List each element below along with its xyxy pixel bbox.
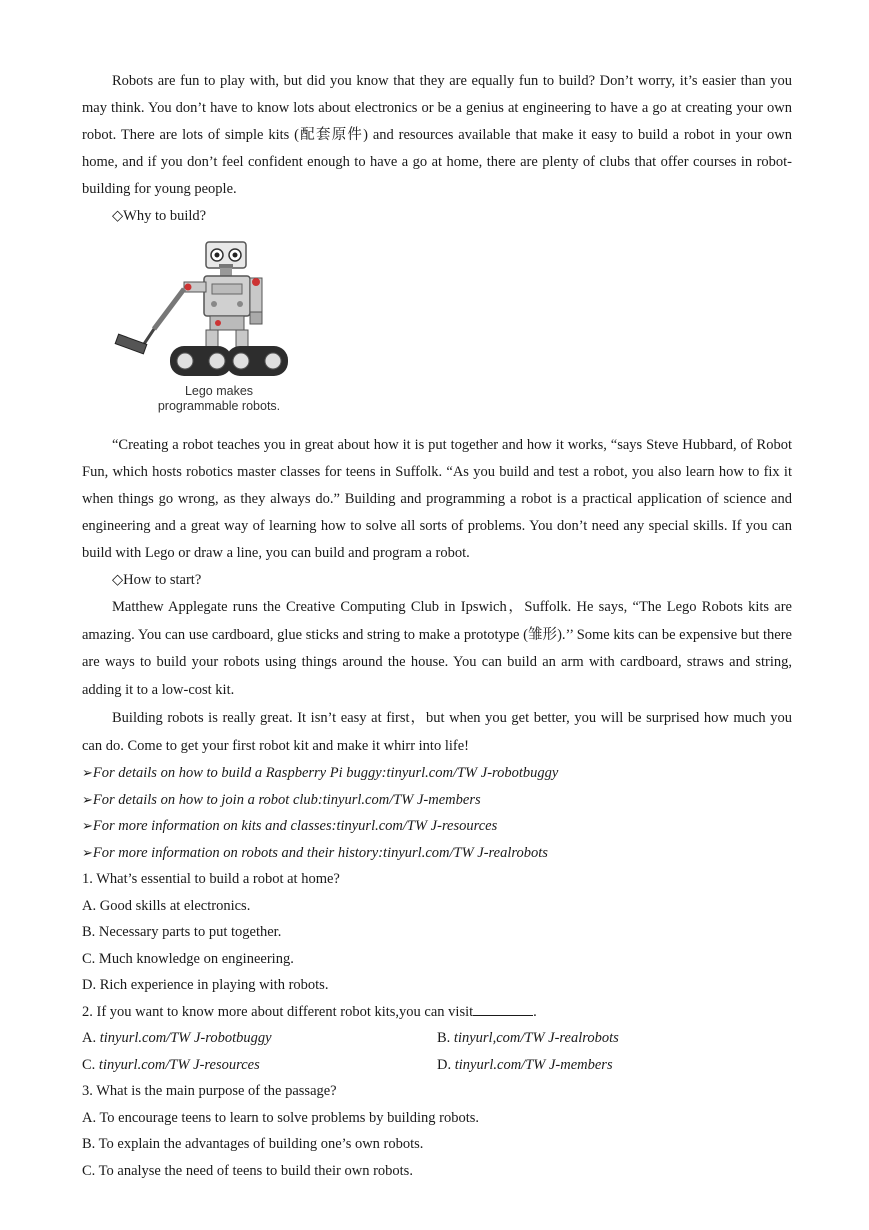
option-text: tinyurl.com/TW J-resources [98,1056,260,1073]
link-item [82,840,792,867]
question-2-stem-end: . [533,1003,537,1020]
arrow-bullet-icon: ➢ [82,765,93,780]
link-text: For more information on robots and their history:tinyurl.com/TW J-realrobots [92,844,548,861]
option-label: C. [82,1056,99,1073]
question-3-option-c: C. To analyse the need of teens to build their own robots. [82,1162,413,1179]
link-text: For more information on kits and classes:tinyurl.com/TW J-resources [92,818,498,834]
question-2-options-row-2 [82,1052,792,1079]
option-label: D. [437,1056,455,1073]
document-page [82,66,792,1184]
question-3-stem: 3. What is the main purpose of the passage? [82,1083,337,1099]
arrow-bullet-icon: ➢ [82,791,93,807]
question-2-options-row-1 [82,1025,792,1052]
question-1-option-b: B. Necessary parts to put together. [82,924,282,940]
figure-caption-line-2: programmable robots. [157,399,281,413]
link-item [82,760,792,787]
question-1-option-a: A. Good skills at electronics. [82,897,251,914]
question-2-option-d [437,1052,792,1079]
question-3-option-a: A. To encourage teens to learn to solve problems by building robots. [82,1109,479,1126]
figure-caption-line-1: Lego makes [184,384,254,398]
question-2-option-c [82,1052,437,1079]
passage-paragraph-3: Matthew Applegate runs the Creative Computing Club in Ipswich，Suffolk. He says, “The Lego Robots kits are amazing. You can use cardboard, glue sticks and string to make a prototype (雏形).’’ Some kits can be expensive but there are ways to build your robots using things around the house. You can build an arm with cardboard, straws and string, adding it to a low-cost kit. [82,599,792,698]
option-text: tinyurl.com/TW J-members [454,1056,613,1073]
question-2-option-b [437,1025,792,1052]
figure-caption [144,384,294,414]
link-item [82,787,792,814]
option-label: A. [82,1030,100,1046]
passage-paragraph-4: Building robots is really great. It isn’t easy at first，but when you get better, you will be surprised how much you can do. Come to get your first robot kit and make it whirr into life! [82,710,792,754]
question-1-stem: 1. What’s essential to build a robot at home? [82,871,340,887]
question-2-stem-text: 2. If you want to know more about different robot kits,you can visit [82,1003,474,1020]
question-3-option-b: B. To explain the advantages of building one’s own robots. [82,1136,424,1152]
passage-paragraph-1: Robots are fun to play with, but did you know that they are equally fun to build? Don’t worry, it’s easier than you may think. You don’t have to know lots about electronics or be a genius at engineering to have a go at creating your own robot. There are lots of simple kits (配套原件) and resources available that make it easy to build a robot in your own home, and if you don’t feel confident enough to have a go at home, there are plenty of clubs that offer courses in robot-building for young people. [82,73,792,197]
question-2-stem [82,999,792,1026]
passage-paragraph-2: “Creating a robot teaches you in great about how it is put together and how it works, “says Steve Hubbard, of Robot Fun, which hosts robotics master classes for teens in Suffolk. “As you build and test a robot, you also learn how to fix it when things go wrong, as they always do.” Building and programming a robot is a practical application of science and engineering and a great way of learning how to solve all sorts of problems. You don’t need any special skills. If you can build with Lego or draw a line, you can build and program a robot. [82,437,792,561]
option-label: B. [437,1030,454,1046]
question-1-option-d: D. Rich experience in playing with robots. [82,977,329,993]
section-heading-why: ◇Why to build? [112,208,207,224]
question-2-option-a [82,1025,437,1052]
link-item [82,813,792,840]
arrow-bullet-icon: ➢ [82,818,93,833]
arrow-bullet-icon: ➢ [82,844,93,860]
section-heading-start: ◇How to start? [112,572,202,588]
link-text: For details on how to build a Raspberry Pi buggy:tinyurl.com/TW J-robotbuggy [92,765,559,781]
lego-robot-figure [114,234,294,434]
option-text: tinyurl.com/TW J-robotbuggy [99,1030,272,1046]
lego-robot-image [114,234,294,384]
question-1-option-c: C. Much knowledge on engineering. [82,950,294,967]
link-text: For details on how to join a robot club:tinyurl.com/TW J-members [92,791,481,808]
option-text: tinyurl,com/TW J-realrobots [453,1030,619,1046]
answer-blank [473,1001,533,1016]
